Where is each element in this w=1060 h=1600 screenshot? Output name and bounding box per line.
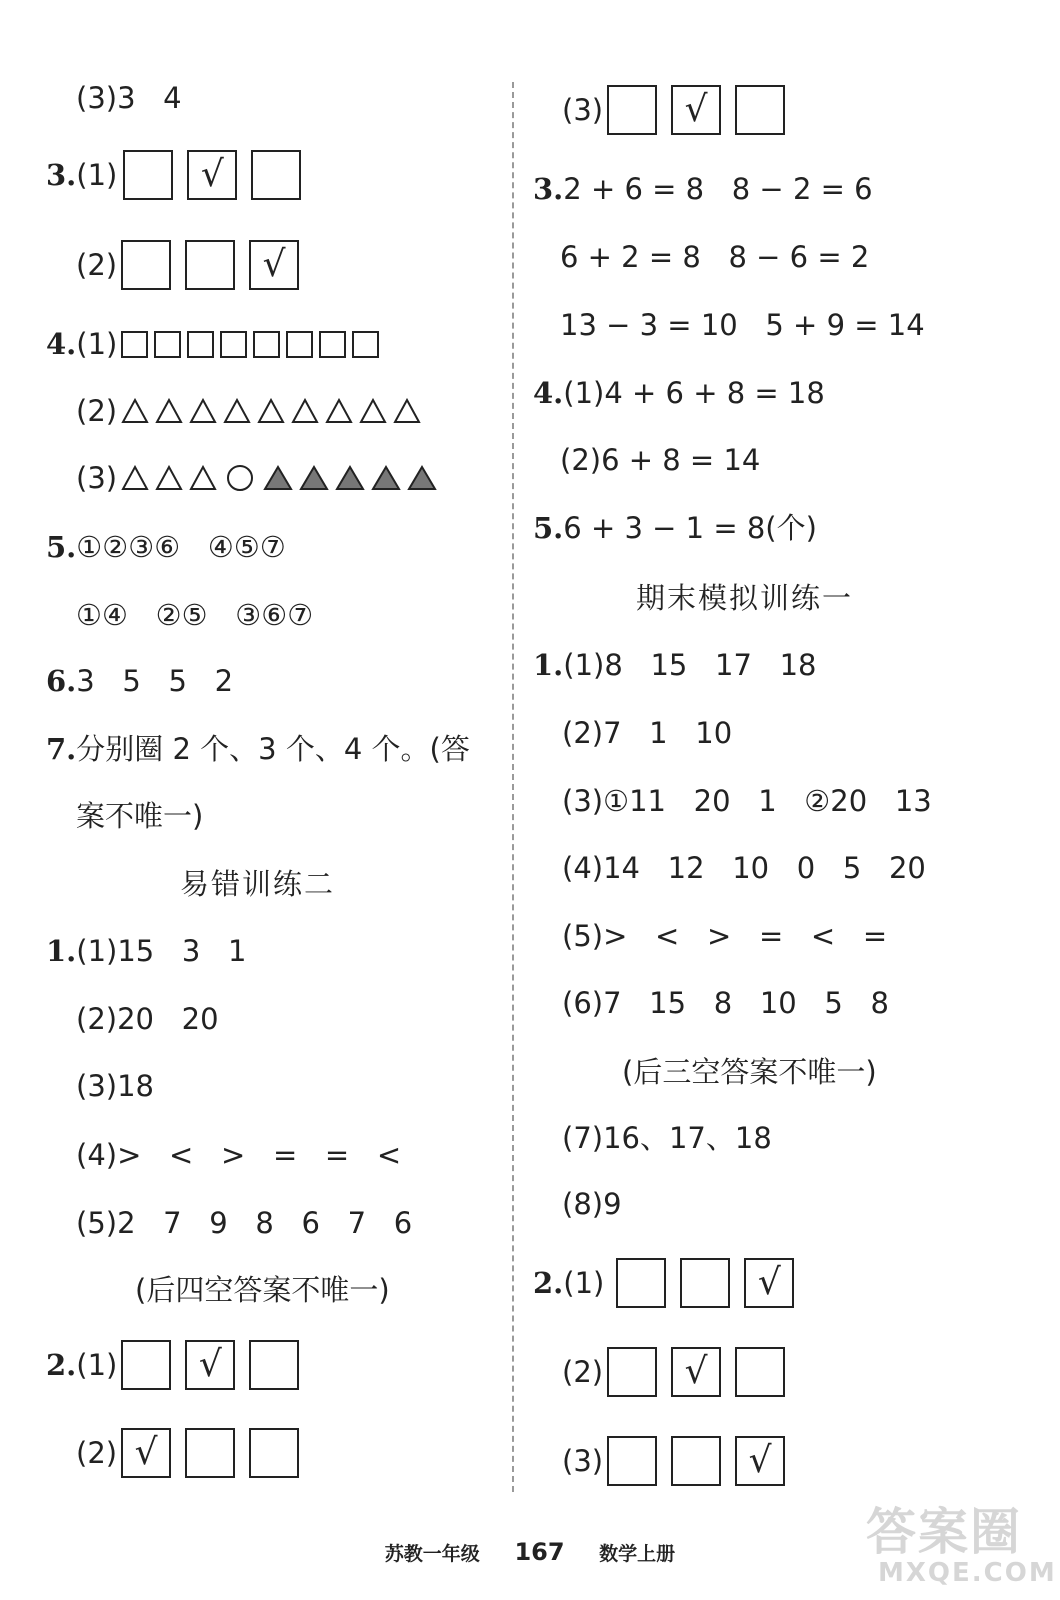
checkbox-row xyxy=(46,150,315,200)
checkbox-row xyxy=(46,1340,313,1390)
question-number: 4. xyxy=(46,327,77,361)
square-shape xyxy=(352,331,379,358)
checkbox-row xyxy=(562,1436,799,1486)
answer-line: 13 − 3 = 10 5 + 9 = 14 xyxy=(560,308,925,342)
sub-label: (2) xyxy=(76,1436,118,1470)
answer-text: 分别圈 2 个、3 个、4 个。(答 xyxy=(76,732,470,766)
section-heading: 期末模拟训练一 xyxy=(636,581,854,615)
answer-line: (6)7 15 8 10 5 8 xyxy=(562,986,889,1020)
question-number: 3. xyxy=(533,172,564,206)
triangle-shape xyxy=(223,398,251,424)
sub-label: (1) xyxy=(76,327,118,361)
answer-line xyxy=(533,171,873,207)
answer-box xyxy=(185,1428,235,1478)
question-number: 6. xyxy=(46,664,77,698)
question-number: 7. xyxy=(46,732,77,766)
triangle-shape xyxy=(121,465,149,491)
footer-grade: 苏教一年级 xyxy=(384,1543,480,1565)
watermark-text: 答案圈 xyxy=(866,1503,1022,1561)
triangle-shape xyxy=(393,398,421,424)
checkbox-row xyxy=(562,85,799,135)
question-number: 1. xyxy=(533,648,564,682)
question-number: 3. xyxy=(46,158,77,192)
column-divider xyxy=(512,82,514,1492)
answer-line: (4)> < > = = < xyxy=(76,1138,402,1172)
answer-box xyxy=(616,1258,666,1308)
answer-box: √ xyxy=(671,1347,721,1397)
checkbox-row xyxy=(76,240,313,290)
filled-triangle-shape xyxy=(335,465,365,491)
sub-label: (3) xyxy=(562,1444,604,1478)
filled-triangle-shape xyxy=(299,465,329,491)
answer-box xyxy=(121,1340,171,1390)
sub-label: (1) xyxy=(76,1348,118,1382)
answer-box: √ xyxy=(185,1340,235,1390)
circle-shape xyxy=(227,465,253,491)
page-number: 167 xyxy=(514,1538,565,1566)
question-number: 2. xyxy=(46,1348,77,1382)
answer-line: 案不唯一) xyxy=(76,799,204,833)
answer-text: (1)15 3 1 xyxy=(76,934,247,968)
answer-line: ①④ ②⑤ ③⑥⑦ xyxy=(76,598,314,632)
answer-box xyxy=(185,240,235,290)
answer-text: (1)8 15 17 18 xyxy=(563,648,817,682)
triangle-shape xyxy=(121,398,149,424)
answer-line xyxy=(46,933,246,969)
answer-line: (3)3 4 xyxy=(76,81,182,115)
sub-label: (1) xyxy=(76,158,118,192)
answer-box: √ xyxy=(671,85,721,135)
answer-box: √ xyxy=(249,240,299,290)
answer-text: 3 5 5 2 xyxy=(76,664,234,698)
square-shape xyxy=(286,331,313,358)
answer-line: (2)7 1 10 xyxy=(562,716,733,750)
answer-box: √ xyxy=(187,150,237,200)
square-shape xyxy=(220,331,247,358)
answer-line: (3)18 xyxy=(76,1069,154,1103)
question-number: 2. xyxy=(533,1266,564,1300)
checkbox-row xyxy=(533,1258,808,1308)
filled-triangle-shape xyxy=(407,465,437,491)
answer-box xyxy=(671,1436,721,1486)
answer-line: (2)20 20 xyxy=(76,1002,219,1036)
answer-line: (2)6 + 8 = 14 xyxy=(560,443,761,477)
triangle-shape xyxy=(155,465,183,491)
filled-triangle-shape xyxy=(371,465,401,491)
answer-box xyxy=(121,240,171,290)
squares-row xyxy=(46,327,385,361)
question-number: 5. xyxy=(533,511,564,545)
answer-line: (3)①11 20 1 ②20 13 xyxy=(562,784,932,818)
answer-note: (后三空答案不唯一) xyxy=(622,1055,877,1089)
answer-box xyxy=(607,85,657,135)
watermark-logo xyxy=(866,1492,1057,1592)
square-shape xyxy=(253,331,280,358)
watermark-url: MXQE.COM xyxy=(878,1558,1057,1588)
filled-triangle-shape xyxy=(263,465,293,491)
answer-box: √ xyxy=(121,1428,171,1478)
answer-box xyxy=(251,150,301,200)
triangle-shape xyxy=(325,398,353,424)
question-number: 5. xyxy=(46,530,77,564)
answer-line: (5)2 7 9 8 6 7 6 xyxy=(76,1206,413,1240)
answer-text: (1)4 + 6 + 8 = 18 xyxy=(563,376,825,410)
answer-box xyxy=(607,1347,657,1397)
sub-label: (3) xyxy=(562,93,604,127)
answer-box xyxy=(607,1436,657,1486)
triangle-shape xyxy=(291,398,319,424)
answer-box: √ xyxy=(744,1258,794,1308)
answer-line: (5)> < > = < = xyxy=(562,919,888,953)
answer-line: (8)9 xyxy=(562,1187,622,1221)
triangle-shape xyxy=(257,398,285,424)
footer-subject: 数学上册 xyxy=(599,1543,676,1565)
answer-box xyxy=(680,1258,730,1308)
answer-line xyxy=(46,663,233,699)
answer-line xyxy=(46,731,470,767)
answer-text: ①②③⑥ ④⑤⑦ xyxy=(76,530,286,564)
answer-line xyxy=(46,529,286,565)
triangle-shape xyxy=(189,465,217,491)
sub-label: (2) xyxy=(76,394,118,428)
answer-text: 2 + 6 = 8 8 − 2 = 6 xyxy=(563,172,873,206)
answer-box xyxy=(735,85,785,135)
square-shape xyxy=(154,331,181,358)
sub-label: (2) xyxy=(76,248,118,282)
triangle-shape xyxy=(155,398,183,424)
answer-box xyxy=(249,1428,299,1478)
square-shape xyxy=(187,331,214,358)
answer-box: √ xyxy=(735,1436,785,1486)
square-shape xyxy=(121,331,148,358)
triangle-shape xyxy=(359,398,387,424)
answer-text: 6 + 3 − 1 = 8(个) xyxy=(563,511,817,545)
section-heading: 易错训练二 xyxy=(180,867,336,901)
answer-line: (4)14 12 10 0 5 20 xyxy=(562,851,926,885)
question-number: 4. xyxy=(533,376,564,410)
checkbox-row xyxy=(76,1428,313,1478)
checkbox-row xyxy=(562,1347,799,1397)
mixed-shapes-row xyxy=(76,461,443,495)
question-number: 1. xyxy=(46,934,77,968)
answer-line xyxy=(533,647,816,683)
sub-label: (1) xyxy=(563,1266,605,1300)
answer-box xyxy=(735,1347,785,1397)
answer-line: (7)16、17、18 xyxy=(562,1121,772,1155)
answer-box xyxy=(249,1340,299,1390)
sub-label: (2) xyxy=(562,1355,604,1389)
answer-line xyxy=(533,510,817,546)
answer-box xyxy=(123,150,173,200)
triangle-shape xyxy=(189,398,217,424)
answer-note: (后四空答案不唯一) xyxy=(135,1273,390,1307)
answer-line xyxy=(533,375,825,411)
sub-label: (3) xyxy=(76,461,118,495)
answer-line: 6 + 2 = 8 8 − 6 = 2 xyxy=(560,240,870,274)
triangles-row xyxy=(76,394,427,428)
square-shape xyxy=(319,331,346,358)
